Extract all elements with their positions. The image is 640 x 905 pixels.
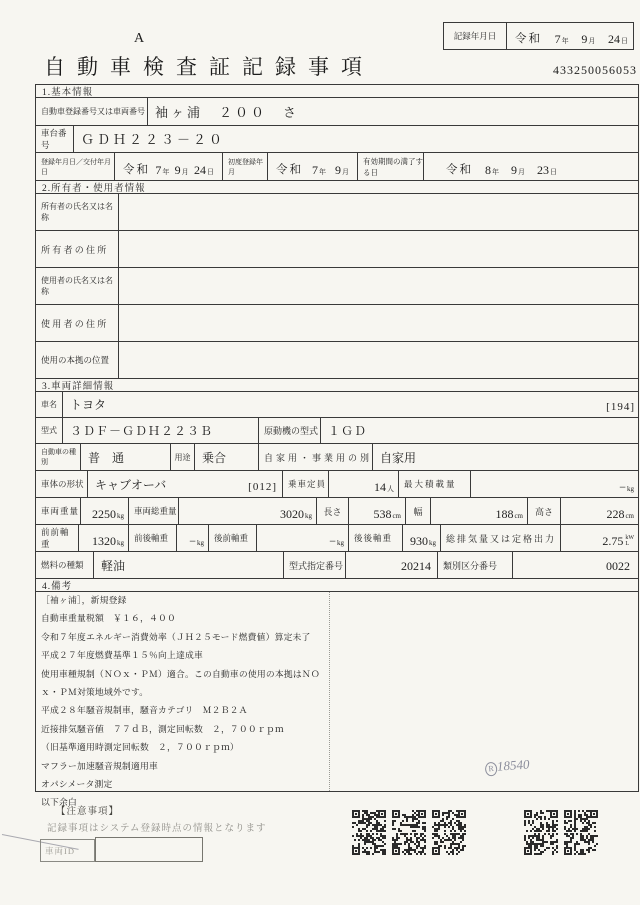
remark-line: オパシメータ測定 xyxy=(41,779,113,790)
user-name-value xyxy=(118,267,638,304)
handwritten-number: 18540 xyxy=(496,756,530,774)
length-number: 538 xyxy=(373,507,392,521)
remarks-text xyxy=(41,596,320,808)
remark-line: 以下余白 xyxy=(41,797,77,808)
body-shape-label: 車体の形状 xyxy=(35,470,87,497)
kg-unit: kg xyxy=(197,539,204,547)
user-name-label: 使用者の氏名又は名称 xyxy=(35,267,118,304)
owner-name-label: 所有者の氏名又は名称 xyxy=(35,193,118,230)
user-address-label: 使 用 者 の 住 所 xyxy=(35,304,118,341)
document-serial-number: 433250056053 xyxy=(553,63,637,77)
base-location-value xyxy=(118,341,638,378)
capacity-value xyxy=(328,470,398,497)
class-number-label: 類別区分番号 xyxy=(437,551,512,578)
expiry-date-label: 有効期間の満了する日 xyxy=(357,152,423,180)
year-unit: 年 xyxy=(492,168,499,176)
circled-letter: R xyxy=(485,762,498,777)
remark-line: マフラー加速騒音規制適用車 xyxy=(41,760,158,771)
vehicle-id-box xyxy=(40,839,95,862)
record-year: 7 xyxy=(554,32,561,46)
car-name-value xyxy=(62,391,638,417)
registration-date-value xyxy=(114,152,222,180)
record-date-label: 記録年月日 xyxy=(444,23,507,49)
width-number: 188 xyxy=(495,507,514,521)
gross-weight-label: 車両総重量 xyxy=(128,497,178,524)
ownership-type-label: 自家用・事業用の別 xyxy=(258,443,372,470)
class-number-value: 0022 xyxy=(512,551,638,578)
qr-code xyxy=(352,833,386,855)
vehicle-weight-value xyxy=(80,497,128,524)
height-number: 228 xyxy=(606,507,625,521)
rear-rear-axle-value xyxy=(402,524,440,551)
axle-number: − xyxy=(189,534,196,548)
remark-line: 近接排気騒音値 ７７ｄＢ，測定回転数 ２，７００ｒｐｍ xyxy=(41,723,284,734)
registration-date-label: 登録年月日／交付年月日 xyxy=(35,152,114,180)
displacement-value xyxy=(560,524,638,551)
month-unit: 月 xyxy=(181,168,189,176)
chassis-number-value: ＧＤＨ２２３－２０ xyxy=(73,125,638,152)
expiry-month: 9 xyxy=(511,163,517,177)
gross-weight-value xyxy=(178,497,316,524)
height-value xyxy=(560,497,638,524)
max-load-label: 最大積載量 xyxy=(398,470,470,497)
type-approval-label: 型式指定番号 xyxy=(283,551,345,578)
vehicle-kind-label: 自動車の種別 xyxy=(35,443,80,470)
displacement-label: 総排気量又は定格出力 xyxy=(440,524,560,551)
era-text: 令和 xyxy=(446,164,473,176)
cm-unit: cm xyxy=(514,512,523,520)
car-name: トヨタ xyxy=(70,398,107,412)
user-address-value xyxy=(118,304,638,341)
qr-code xyxy=(524,810,558,832)
engine-model-label: 原動機の型式 xyxy=(258,417,320,443)
qr-code xyxy=(352,810,386,832)
front-front-axle-value xyxy=(78,524,128,551)
body-shape-value xyxy=(87,470,282,497)
certificate-table xyxy=(35,84,639,808)
year-unit: 年 xyxy=(162,168,170,176)
vehicle-kind-value: 普 通 xyxy=(80,443,170,470)
fuel-type-label: 燃料の種類 xyxy=(35,551,93,578)
record-date-value xyxy=(507,23,633,49)
use-type-value: 乗合 xyxy=(194,443,258,470)
length-label: 長さ xyxy=(316,497,348,524)
day-unit: 日 xyxy=(550,168,557,176)
first-reg-year: 7 xyxy=(312,163,318,177)
cm-unit: cm xyxy=(625,512,634,520)
qr-code xyxy=(432,833,466,855)
model-label: 型式 xyxy=(35,417,62,443)
remark-line: 平成２７年度燃費基準１５％向上達成車 xyxy=(41,650,203,661)
first-registration-label: 初度登録年月 xyxy=(222,152,267,180)
qr-code xyxy=(392,810,426,832)
era-text: 令和 xyxy=(515,33,542,45)
use-type-label: 用途 xyxy=(170,443,194,470)
expiry-year: 8 xyxy=(485,163,491,177)
month-unit: 月 xyxy=(518,168,525,176)
rear-front-axle-label: 後前軸重 xyxy=(208,524,256,551)
owner-address-value xyxy=(118,230,638,267)
gross-weight-number: 3020 xyxy=(280,507,304,521)
month-unit: 月 xyxy=(342,168,349,176)
registration-number-label: 自動車登録番号又は車両番号 xyxy=(35,97,147,125)
kg-unit: kg xyxy=(337,539,344,547)
displacement-number: 2.75 xyxy=(602,534,624,548)
kg-unit: kg xyxy=(117,539,124,547)
qr-code xyxy=(392,833,426,855)
owner-name-value xyxy=(118,193,638,230)
axle-number: 1320 xyxy=(92,534,116,548)
notice-heading: 【注意事項】 xyxy=(56,807,120,817)
section3-heading: 3.車両詳細情報 xyxy=(35,378,638,391)
qr-code xyxy=(564,810,598,832)
qr-code xyxy=(432,810,466,832)
width-value xyxy=(430,497,527,524)
year-unit: 年 xyxy=(319,168,326,176)
vehicle-weight-label: 車両重量 xyxy=(35,497,80,524)
remark-line: ｘ・ＰＭ対策地域外です。 xyxy=(41,687,149,698)
front-rear-axle-value xyxy=(176,524,208,551)
front-front-axle-label: 前前軸重 xyxy=(35,524,78,551)
kg-unit: kg xyxy=(627,485,634,493)
record-date-box xyxy=(443,22,634,50)
remark-line: 使用車種規制（ＮＯｘ・ＰＭ）適合。この自動車の使用の本拠はＮＯ xyxy=(41,668,320,679)
kg-unit: kg xyxy=(117,512,124,520)
max-load-number: − xyxy=(619,480,626,494)
type-approval-value: 20214 xyxy=(345,551,437,578)
model-value: ３ＤＦ－ＧＤＨ２２３Ｂ xyxy=(62,417,258,443)
reg-day: 24 xyxy=(193,163,206,177)
person-unit: 人 xyxy=(387,485,394,493)
day-unit: 日 xyxy=(206,168,214,176)
era-text: 令和 xyxy=(123,164,150,176)
remark-line: ［袖ヶ浦］，新規登録 xyxy=(41,595,127,605)
kg-unit: kg xyxy=(429,539,436,547)
max-load-value xyxy=(470,470,638,497)
qr-code xyxy=(564,833,598,855)
body-shape: キャブオーバ xyxy=(95,478,167,492)
owner-address-label: 所 有 者 の 住 所 xyxy=(35,230,118,267)
expiry-date-value xyxy=(423,152,638,180)
capacity-label: 乗車定員 xyxy=(282,470,328,497)
page-title: 自動車検査証記録事項 xyxy=(44,55,374,79)
year-unit: 年 xyxy=(561,37,569,45)
first-reg-month: 9 xyxy=(335,163,341,177)
weight-number: 2250 xyxy=(92,507,116,521)
remark-line: （旧基準適用時測定回転数 ２，７００ｒｐｍ） xyxy=(41,742,239,753)
remark-line: 自動車重量税額 ￥１６，４００ xyxy=(41,613,176,624)
base-location-label: 使用の本拠の位置 xyxy=(35,341,118,378)
expiry-day: 23 xyxy=(537,163,549,177)
registration-number-value: 袖ヶ浦 ２００ さ xyxy=(147,97,638,125)
corner-mark: A xyxy=(134,31,145,46)
engine-model-value: １ＧＤ xyxy=(320,417,638,443)
qr-code xyxy=(524,833,558,855)
notice-text: 記録事項はシステム登録時点の情報となります xyxy=(47,824,267,834)
handwritten-note xyxy=(484,756,530,776)
liter-unit: L xyxy=(625,541,629,547)
remarks-box xyxy=(35,591,638,808)
kg-unit: kg xyxy=(305,512,312,520)
axle-number: − xyxy=(329,534,336,548)
capacity-number: 14 xyxy=(374,480,386,494)
reg-year: 7 xyxy=(155,163,162,177)
kw-liter-unit xyxy=(625,535,634,547)
rear-front-axle-value xyxy=(256,524,348,551)
car-name-code: [194] xyxy=(606,401,635,413)
fuel-type-value: 軽油 xyxy=(93,551,283,578)
month-unit: 月 xyxy=(588,37,596,45)
kw-unit: kW xyxy=(625,535,634,541)
day-unit: 日 xyxy=(620,37,628,45)
ownership-type-value: 自家用 xyxy=(372,443,638,470)
cm-unit: cm xyxy=(392,512,401,520)
vehicle-id-label: 車両ID xyxy=(45,845,75,856)
section1-heading: 1.基本情報 xyxy=(35,84,638,97)
first-registration-value xyxy=(267,152,357,180)
axle-number: 930 xyxy=(410,534,428,548)
rear-rear-axle-label: 後後軸重 xyxy=(348,524,402,551)
record-day: 24 xyxy=(607,32,620,46)
remark-line: 平成２８年騒音規制車，騒音カテゴリ Ｍ２Ｂ２Ａ xyxy=(41,705,248,716)
car-name-label: 車名 xyxy=(35,391,62,417)
section4-heading: 4.備考 xyxy=(35,578,638,591)
empty-stamp-box xyxy=(95,837,203,862)
record-month: 9 xyxy=(581,32,588,46)
section2-heading: 2.所有者・使用者情報 xyxy=(35,180,638,193)
body-shape-code: [012] xyxy=(248,481,277,493)
remarks-divider xyxy=(329,592,330,791)
era-text: 令和 xyxy=(276,164,303,176)
reg-month: 9 xyxy=(174,163,181,177)
remark-line: 令和７年度エネルギー消費効率（ＪＨ２５モード燃費値）算定未了 xyxy=(41,631,311,642)
length-value xyxy=(348,497,405,524)
width-label: 幅 xyxy=(405,497,430,524)
front-rear-axle-label: 前後軸重 xyxy=(128,524,176,551)
chassis-number-label: 車台番号 xyxy=(35,125,73,152)
height-label: 高さ xyxy=(527,497,560,524)
